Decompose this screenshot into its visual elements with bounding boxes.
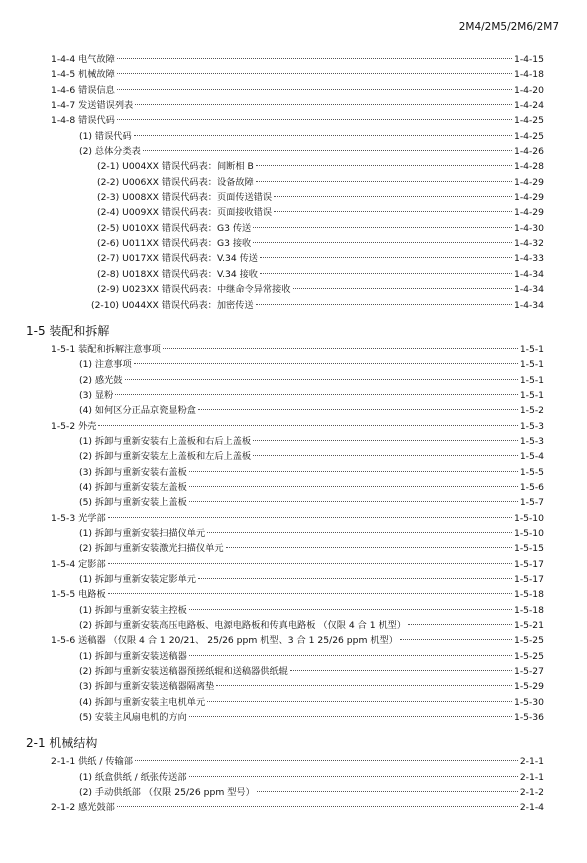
toc-entry-page: 1-4-30 <box>513 222 544 234</box>
dot-leader <box>134 135 512 136</box>
toc-entry-page: 1-4-34 <box>513 268 544 280</box>
toc-entry-page: 1-5-36 <box>513 712 544 724</box>
toc-entry <box>0 495 587 510</box>
toc-entry-page: 1-5-1 <box>519 343 544 355</box>
dot-leader <box>216 685 512 686</box>
toc-entry-title: (2-3) U008XX 错误代码表：页面传送错误 <box>97 192 273 204</box>
toc-entry-title: (1) 注意事项 <box>79 359 132 371</box>
section-heading <box>0 320 587 342</box>
toc-entry-title: (2) 总体分类表 <box>79 146 141 158</box>
toc-entry-title: (5) 拆卸与重新安装上盖板 <box>79 497 187 509</box>
toc-entry-page: 1-5-7 <box>519 497 544 509</box>
toc-entry <box>0 695 587 710</box>
toc-entry <box>0 679 587 694</box>
toc-entry-title: 1-4-6 错误信息 <box>51 84 115 96</box>
dot-leader <box>189 655 512 656</box>
dot-leader <box>256 181 512 182</box>
toc-entry <box>0 480 587 495</box>
dot-leader <box>163 348 518 349</box>
toc-entry-page: 1-5-1 <box>519 389 544 401</box>
dot-leader <box>135 104 512 105</box>
toc-entry-page: 1-5-17 <box>513 574 544 585</box>
dot-leader <box>117 89 512 90</box>
toc-entry-title: (2) 拆卸与重新安装送稿器预搓纸辊和送稿器供纸辊 <box>79 666 288 678</box>
toc-entry-page: 1-4-25 <box>513 115 544 127</box>
dot-leader <box>189 486 518 487</box>
toc-entry-page: 2-1-4 <box>519 802 544 814</box>
toc-entry-title: (2-10) U044XX 错误代码表：加密传送 <box>91 299 254 311</box>
toc-entry-page: 1-4-32 <box>513 238 544 250</box>
toc-entry <box>0 83 587 98</box>
toc-entry <box>0 342 587 357</box>
toc-entry-title: (2) 拆卸与重新安装左上盖板和左后上盖板 <box>79 451 252 463</box>
toc-entry-title: (2) 手动供纸部 （仅限 25/26 ppm 型号） <box>79 787 255 799</box>
toc-entry-page: 1-5-17 <box>513 558 544 570</box>
toc-entry-page: 1-5-10 <box>513 512 544 524</box>
toc-entry <box>0 770 587 785</box>
toc-entry <box>0 618 587 633</box>
dot-leader <box>189 716 512 717</box>
toc-entry-page: 1-4-24 <box>513 100 544 112</box>
toc-entry-title: 2-1-2 感光鼓部 <box>51 802 115 814</box>
toc-entry <box>0 267 587 282</box>
toc-entry <box>0 785 587 800</box>
toc-entry-title: 1-4-5 机械故障 <box>51 69 115 81</box>
toc-entry-page: 1-5-1 <box>519 359 544 371</box>
dot-leader <box>400 639 512 640</box>
toc-entry <box>0 388 587 403</box>
toc-entry <box>0 434 587 449</box>
toc-entry-page: 1-5-27 <box>513 666 544 678</box>
table-of-contents <box>0 52 587 816</box>
toc-entry-title: (1) 错误代码 <box>79 130 132 142</box>
toc-entry <box>0 587 587 602</box>
toc-entry <box>0 298 587 313</box>
dot-leader <box>135 760 518 761</box>
page-header-model: 2M4/2M5/2M6/2M7 <box>458 21 559 33</box>
dot-leader <box>108 517 512 518</box>
toc-entry-page: 1-5-21 <box>513 620 544 632</box>
toc-entry <box>0 357 587 372</box>
toc-entry-page: 1-5-1 <box>519 374 544 386</box>
section-heading <box>0 732 587 754</box>
toc-entry <box>0 98 587 113</box>
dot-leader <box>290 670 512 671</box>
dot-leader <box>226 547 512 548</box>
toc-entry-title: 1-5-1 装配和拆解注意事项 <box>51 343 161 355</box>
dot-leader <box>108 563 512 564</box>
toc-entry <box>0 754 587 769</box>
toc-entry-page: 2-1-2 <box>519 787 544 799</box>
toc-entry <box>0 664 587 679</box>
dot-leader <box>134 363 518 364</box>
toc-entry-page: 1-4-20 <box>513 84 544 96</box>
toc-entry-page: 1-4-29 <box>513 207 544 219</box>
toc-entry-title: (2-2) U006XX 错误代码表：设备故障 <box>97 176 254 188</box>
toc-entry-title: (2-4) U009XX 错误代码表：页面接收错误 <box>97 207 273 219</box>
toc-entry-page: 1-4-34 <box>513 284 544 296</box>
toc-entry <box>0 175 587 190</box>
toc-entry-page: 1-5-4 <box>519 451 544 463</box>
toc-entry-title: 1-5-5 电路板 <box>51 589 106 601</box>
toc-entry-title: (1) 纸盒供纸 / 纸张传送部 <box>79 771 187 783</box>
toc-entry-title: (2-8) U018XX 错误代码表：V.34 接收 <box>97 268 258 280</box>
toc-entry <box>0 67 587 82</box>
toc-entry-page: 1-4-28 <box>513 161 544 173</box>
dot-leader <box>293 288 512 289</box>
toc-entry <box>0 603 587 618</box>
toc-entry <box>0 144 587 159</box>
toc-entry <box>0 221 587 236</box>
dot-leader <box>260 257 512 258</box>
toc-entry-page: 1-4-26 <box>513 146 544 158</box>
toc-entry <box>0 419 587 434</box>
toc-entry <box>0 251 587 266</box>
toc-entry-title: (2-9) U023XX 错误代码表：中继命令异常接收 <box>97 284 291 296</box>
toc-entry-page: 1-5-25 <box>513 650 544 662</box>
toc-entry-title: 1-5-2 外壳 <box>51 420 97 432</box>
toc-entry-title: (3) 显粉 <box>79 389 114 401</box>
dot-leader <box>253 440 518 441</box>
dot-leader <box>207 701 512 702</box>
toc-entry-page: 1-5-10 <box>513 527 544 539</box>
section-title: 1-5 装配和拆解 <box>26 323 110 338</box>
toc-entry <box>0 205 587 220</box>
toc-entry <box>0 282 587 297</box>
toc-entry <box>0 236 587 251</box>
dot-leader <box>274 211 512 212</box>
toc-entry-title: (2) 感光鼓 <box>79 374 123 386</box>
toc-entry-page: 2-1-1 <box>519 756 544 768</box>
toc-entry <box>0 190 587 205</box>
toc-entry <box>0 557 587 572</box>
dot-leader <box>253 242 512 243</box>
toc-entry-page: 1-5-2 <box>519 405 544 417</box>
toc-entry <box>0 649 587 664</box>
toc-entry <box>0 129 587 144</box>
dot-leader <box>189 501 518 502</box>
toc-entry-title: (3) 拆卸与重新安装送稿器隔离垫 <box>79 681 215 693</box>
dot-leader <box>117 119 512 120</box>
toc-entry-title: 1-5-6 送稿器 （仅限 4 合 1 20/21、 25/26 ppm 机型、3 合 1 25/26 ppm 机型） <box>51 635 398 647</box>
toc-entry <box>0 572 587 587</box>
toc-entry-title: (3) 拆卸与重新安装右盖板 <box>79 466 187 478</box>
toc-entry-title: (1) 拆卸与重新安装扫描仪单元 <box>79 527 206 539</box>
toc-entry-page: 1-5-18 <box>513 604 544 616</box>
dot-leader <box>207 532 512 533</box>
toc-entry-title: (4) 如何区分正品京瓷显粉盒 <box>79 405 196 417</box>
dot-leader <box>257 791 518 792</box>
toc-entry-title: (4) 拆卸与重新安装主电机单元 <box>79 696 206 708</box>
toc-entry-title: (1) 拆卸与重新安装定影单元 <box>79 574 196 585</box>
dot-leader <box>117 806 518 807</box>
toc-entry <box>0 113 587 128</box>
dot-leader <box>198 409 518 410</box>
dot-leader <box>125 379 518 380</box>
toc-entry-page: 1-5-3 <box>519 435 544 447</box>
dot-leader <box>260 273 512 274</box>
toc-entry-title: (2-5) U010XX 错误代码表：G3 传送 <box>97 222 252 234</box>
dot-leader <box>143 150 512 151</box>
toc-entry <box>0 541 587 556</box>
dot-leader <box>274 196 512 197</box>
toc-entry-title: 1-4-4 电气故障 <box>51 54 115 65</box>
toc-entry-page: 1-4-29 <box>513 192 544 204</box>
toc-entry <box>0 465 587 480</box>
toc-entry <box>0 52 587 67</box>
toc-entry-page: 1-5-15 <box>513 543 544 555</box>
toc-entry <box>0 373 587 388</box>
dot-leader <box>117 73 512 74</box>
toc-entry-page: 1-5-25 <box>513 635 544 647</box>
toc-entry-title: (2) 拆卸与重新安装高压电路板、电源电路板和传真电路板 （仅限 4 合 1 机型） <box>79 620 407 632</box>
dot-leader <box>98 425 517 426</box>
toc-entry <box>0 511 587 526</box>
toc-entry-page: 1-5-29 <box>513 681 544 693</box>
toc-entry-title: (1) 拆卸与重新安装送稿器 <box>79 650 187 662</box>
section-title: 2-1 机械结构 <box>26 736 98 751</box>
toc-entry-title: (2) 拆卸与重新安装激光扫描仪单元 <box>79 543 224 555</box>
toc-entry-page: 2-1-1 <box>519 771 544 783</box>
dot-leader <box>256 165 512 166</box>
dot-leader <box>115 394 518 395</box>
toc-entry <box>0 449 587 464</box>
toc-entry <box>0 159 587 174</box>
dot-leader <box>253 455 518 456</box>
toc-entry-page: 1-4-34 <box>513 299 544 311</box>
toc-entry <box>0 526 587 541</box>
toc-entry-page: 1-4-25 <box>513 130 544 142</box>
toc-entry-title: 1-5-3 光学部 <box>51 512 106 524</box>
toc-entry-page: 1-5-5 <box>519 466 544 478</box>
dot-leader <box>189 471 518 472</box>
toc-entry-title: (4) 拆卸与重新安装左盖板 <box>79 481 187 493</box>
dot-leader <box>408 624 512 625</box>
toc-entry-title: 1-4-7 发送错误列表 <box>51 100 134 112</box>
toc-entry-title: (2-1) U004XX 错误代码表：间断相 B <box>97 161 254 173</box>
toc-entry-page: 1-4-18 <box>513 69 544 81</box>
toc-entry <box>0 800 587 815</box>
toc-entry-title: 1-5-4 定影部 <box>51 558 106 570</box>
dot-leader <box>198 578 512 579</box>
toc-entry-title: 1-4-8 错误代码 <box>51 115 115 127</box>
toc-entry-page: 1-5-3 <box>519 420 544 432</box>
dot-leader <box>256 304 512 305</box>
toc-entry <box>0 403 587 418</box>
dot-leader <box>253 227 512 228</box>
toc-entry-page: 1-4-33 <box>513 253 544 265</box>
toc-entry-page: 1-5-30 <box>513 696 544 708</box>
toc-entry-title: 2-1-1 供纸 / 传输部 <box>51 756 133 768</box>
toc-entry-page: 1-5-18 <box>513 589 544 601</box>
toc-entry-title: (1) 拆卸与重新安装主控板 <box>79 604 187 616</box>
toc-entry-page: 1-4-15 <box>513 54 544 65</box>
dot-leader <box>108 593 512 594</box>
toc-entry-title: (5) 安装主风扇电机的方向 <box>79 712 187 724</box>
toc-entry <box>0 633 587 648</box>
toc-entry-page: 1-4-29 <box>513 176 544 188</box>
dot-leader <box>189 776 518 777</box>
toc-entry-title: (2-6) U011XX 错误代码表：G3 接收 <box>97 238 252 250</box>
toc-entry-title: (2-7) U017XX 错误代码表：V.34 传送 <box>97 253 258 265</box>
dot-leader <box>189 609 512 610</box>
toc-entry-title: (1) 拆卸与重新安装右上盖板和右后上盖板 <box>79 435 252 447</box>
dot-leader <box>117 58 512 59</box>
toc-entry-page: 1-5-6 <box>519 481 544 493</box>
toc-entry <box>0 710 587 725</box>
